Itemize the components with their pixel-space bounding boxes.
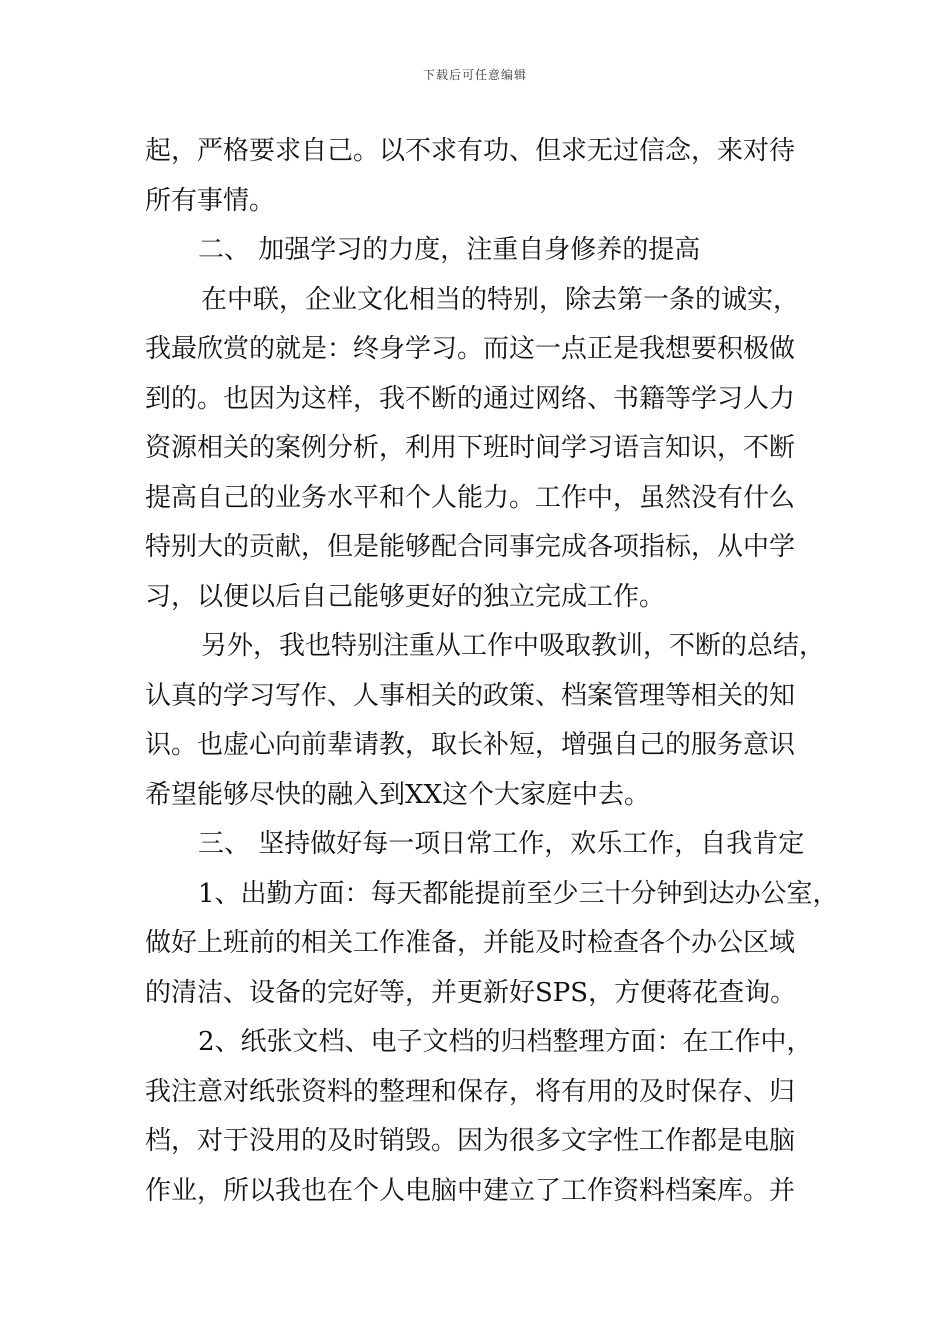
- page-header: 下载后可任意编辑: [422, 68, 527, 82]
- text-line: 习，以便以后自己能够更好的独立完成工作。: [145, 581, 666, 612]
- section-heading: 三、 坚持做好每一项日常工作，欢乐工作，自我肯定: [198, 829, 805, 859]
- paragraph-start: 另外，我也特别注重从工作中吸取教训，不断的总结，: [201, 631, 826, 661]
- text-line: 所有事情。: [145, 185, 276, 216]
- text-line: 希望能够尽快的融入到XX这个大家庭中去。: [145, 779, 651, 810]
- text-line: 作业，所以我也在个人电脑中建立了工作资料档案库。并: [145, 1175, 796, 1206]
- text-line: 认真的学习写作、人事相关的政策、档案管理等相关的知: [145, 680, 796, 711]
- text-line: 做好上班前的相关工作准备，并能及时检查各个办公区域: [145, 928, 796, 958]
- text-line: 我最欣赏的就是：终身学习。而这一点正是我想要积极做: [145, 334, 796, 364]
- text-line: 档，对于没用的及时销毁。因为很多文字性工作都是电脑: [145, 1126, 796, 1156]
- paragraph-start: 2、纸张文档、电子文档的归档整理方面：在工作中，: [198, 1027, 813, 1057]
- text-line: 提高自己的业务水平和个人能力。工作中，虽然没有什么: [145, 482, 796, 513]
- text-line: 起，严格要求自己。以不求有功、但求无过信念，来对待: [145, 136, 796, 166]
- text-line: 到的。也因为这样，我不断的通过网络、书籍等学习人力: [145, 383, 796, 414]
- section-heading: 二、 加强学习的力度，注重自身修养的提高: [198, 235, 701, 265]
- text-line: 的清洁、设备的完好等，并更新好SPS，方便蒋花查询。: [145, 977, 797, 1008]
- document-body: [145, 127, 839, 1216]
- paragraph-start: 在中联，企业文化相当的特别，除去第一条的诚实，: [201, 284, 800, 315]
- text-line: 资源相关的案例分析，利用下班时间学习语言知识，不断: [145, 433, 796, 463]
- text-line: 识。也虚心向前辈请教，取长补短，增强自己的服务意识: [145, 730, 796, 760]
- paragraph-start: 1、出勤方面：每天都能提前至少三十分钟到达办公室，: [198, 878, 839, 909]
- text-line: 特别大的贡献，但是能够配合同事完成各项指标，从中学: [145, 532, 796, 562]
- text-line: 我注意对纸张资料的整理和保存，将有用的及时保存、归: [145, 1076, 796, 1107]
